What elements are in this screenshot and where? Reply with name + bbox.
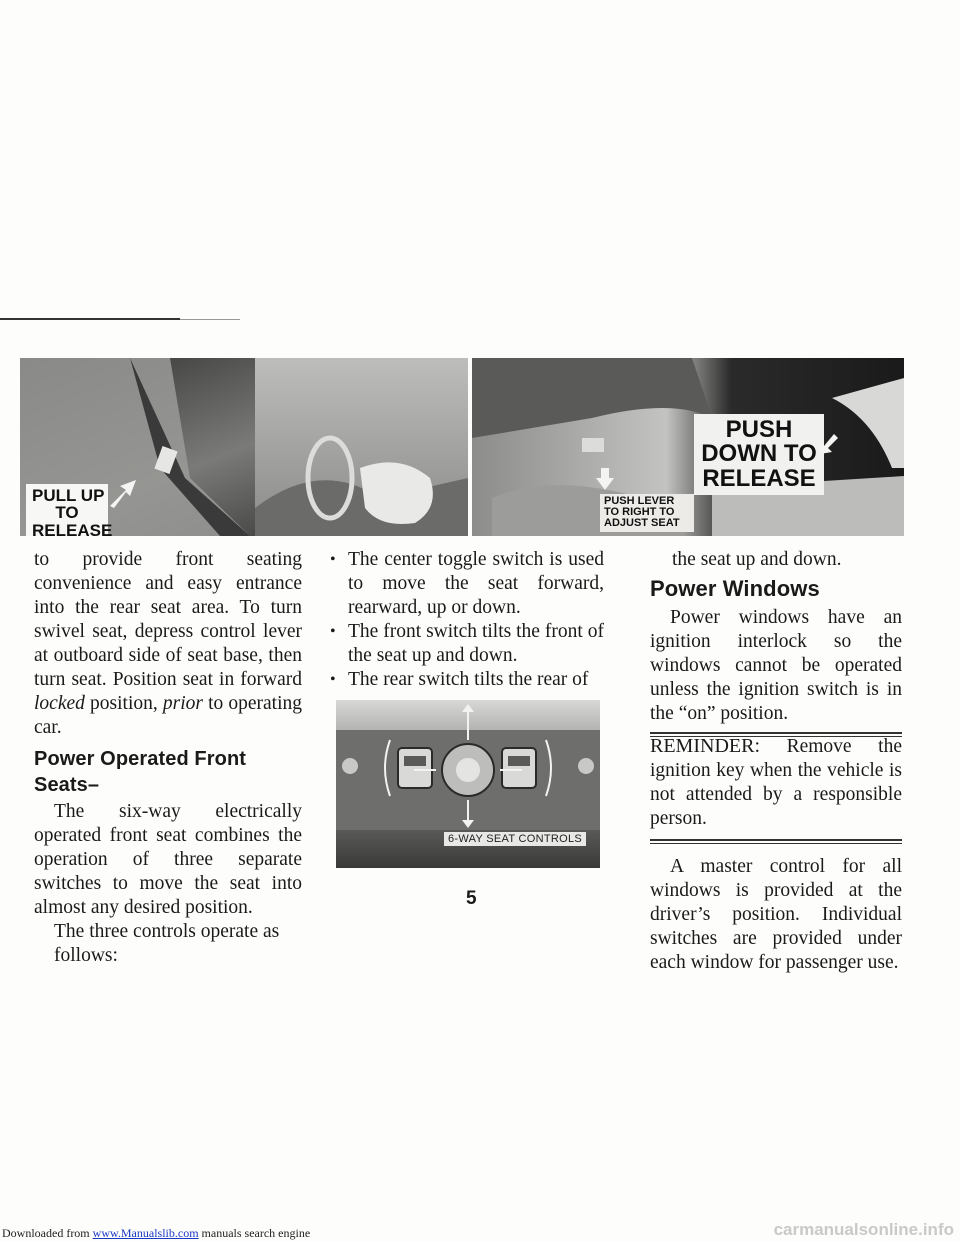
reminder-rule-bottom <box>650 839 902 841</box>
bullet-icon: • <box>330 671 336 688</box>
arrow-down-left-icon <box>816 432 840 456</box>
continuation-text: the seat up and down. <box>672 549 842 570</box>
heading-power-seats: Power Operated Front Seats– <box>34 748 247 796</box>
push-lever-caption <box>600 494 694 532</box>
intro-italic-locked: locked <box>34 693 85 714</box>
manualslib-link[interactable]: www.Manualslib.com <box>92 1226 199 1240</box>
top-rule <box>0 318 180 320</box>
push-down-caption <box>694 414 824 495</box>
column-3 <box>650 548 902 975</box>
power-seats-body: The six-way electrically operated front seat combines the operation of three separate switches to move the seat into almost any desired position. <box>34 801 302 918</box>
reminder-note <box>650 734 902 831</box>
photo-seat-adjust <box>472 358 904 536</box>
push-down-caption-line-3: RELEASE <box>702 464 816 492</box>
top-rule-thin <box>180 319 240 320</box>
intro-text-end: to operating car. <box>34 693 303 738</box>
column-1 <box>34 548 302 968</box>
push-down-caption-line-1: PUSH <box>725 416 793 443</box>
pull-up-caption-line-2: TO <box>55 503 79 523</box>
push-down-caption-line-2: DOWN TO <box>701 440 817 468</box>
page-number: 5 <box>466 888 477 909</box>
photo-swivel-seat <box>20 358 468 536</box>
watermark: carmanualsonline.info <box>773 1220 954 1239</box>
push-lever-caption-line-3: ADJUST SEAT <box>604 517 680 530</box>
heading-power-windows: Power Windows <box>650 576 820 601</box>
master-control-body: A master control for all windows is provided at the driver’s position. Individual switches are provided under each window for passenger use. <box>650 856 902 973</box>
list-item-text: The rear switch tilts the rear of <box>348 669 589 690</box>
download-footer <box>2 1226 310 1241</box>
intro-text-mid: position, <box>90 693 158 714</box>
pull-up-caption-line-3: RELEASE <box>32 520 113 536</box>
power-seats-body-2: The three controls operate as follows: <box>54 921 280 966</box>
column-2 <box>328 548 604 692</box>
list-item <box>328 668 604 692</box>
seat-controls-figure <box>336 700 600 868</box>
arrow-up-right-icon <box>106 476 140 510</box>
intro-paragraph <box>34 548 302 740</box>
bullet-icon: • <box>330 623 336 640</box>
arrow-down-icon <box>596 468 614 490</box>
reminder-label: REMINDER: <box>650 735 760 757</box>
pull-up-caption <box>26 484 113 536</box>
list-item-text: The front switch tilts the front of the seat up and down. <box>348 621 604 666</box>
reminder-text: Remove the ignition key when the vehicle is not attended by a responsible person. <box>650 736 902 829</box>
list-item-text: The center toggle switch is used to move the seat forward, rearward, up or down. <box>348 549 604 618</box>
pull-up-caption-line-1: PULL UP <box>32 486 105 505</box>
push-lever-caption-line-1: PUSH LEVER <box>604 495 675 507</box>
list-item <box>328 548 604 620</box>
footer-suffix: manuals search engine <box>201 1226 311 1240</box>
intro-italic-prior: prior <box>162 693 203 714</box>
figure-label: 6-WAY SEAT CONTROLS <box>444 832 586 846</box>
push-lever-caption-line-2: TO RIGHT TO <box>604 506 675 519</box>
footer-prefix: Downloaded from <box>2 1226 90 1240</box>
bullet-icon: • <box>330 551 336 568</box>
reminder-rule-top <box>650 732 902 734</box>
intro-text: to provide front seating convenience and easy entrance into the rear seat area. To turn swivel seat, depress control lever at outboard side of seat base, then turn seat. Position seat in forward <box>34 549 302 690</box>
list-item <box>328 620 604 668</box>
power-windows-body: Power windows have an ignition interlock so the windows cannot be operated unless the ignition switch is in the “on” position. <box>650 607 902 724</box>
seat-controls-list <box>328 548 604 692</box>
